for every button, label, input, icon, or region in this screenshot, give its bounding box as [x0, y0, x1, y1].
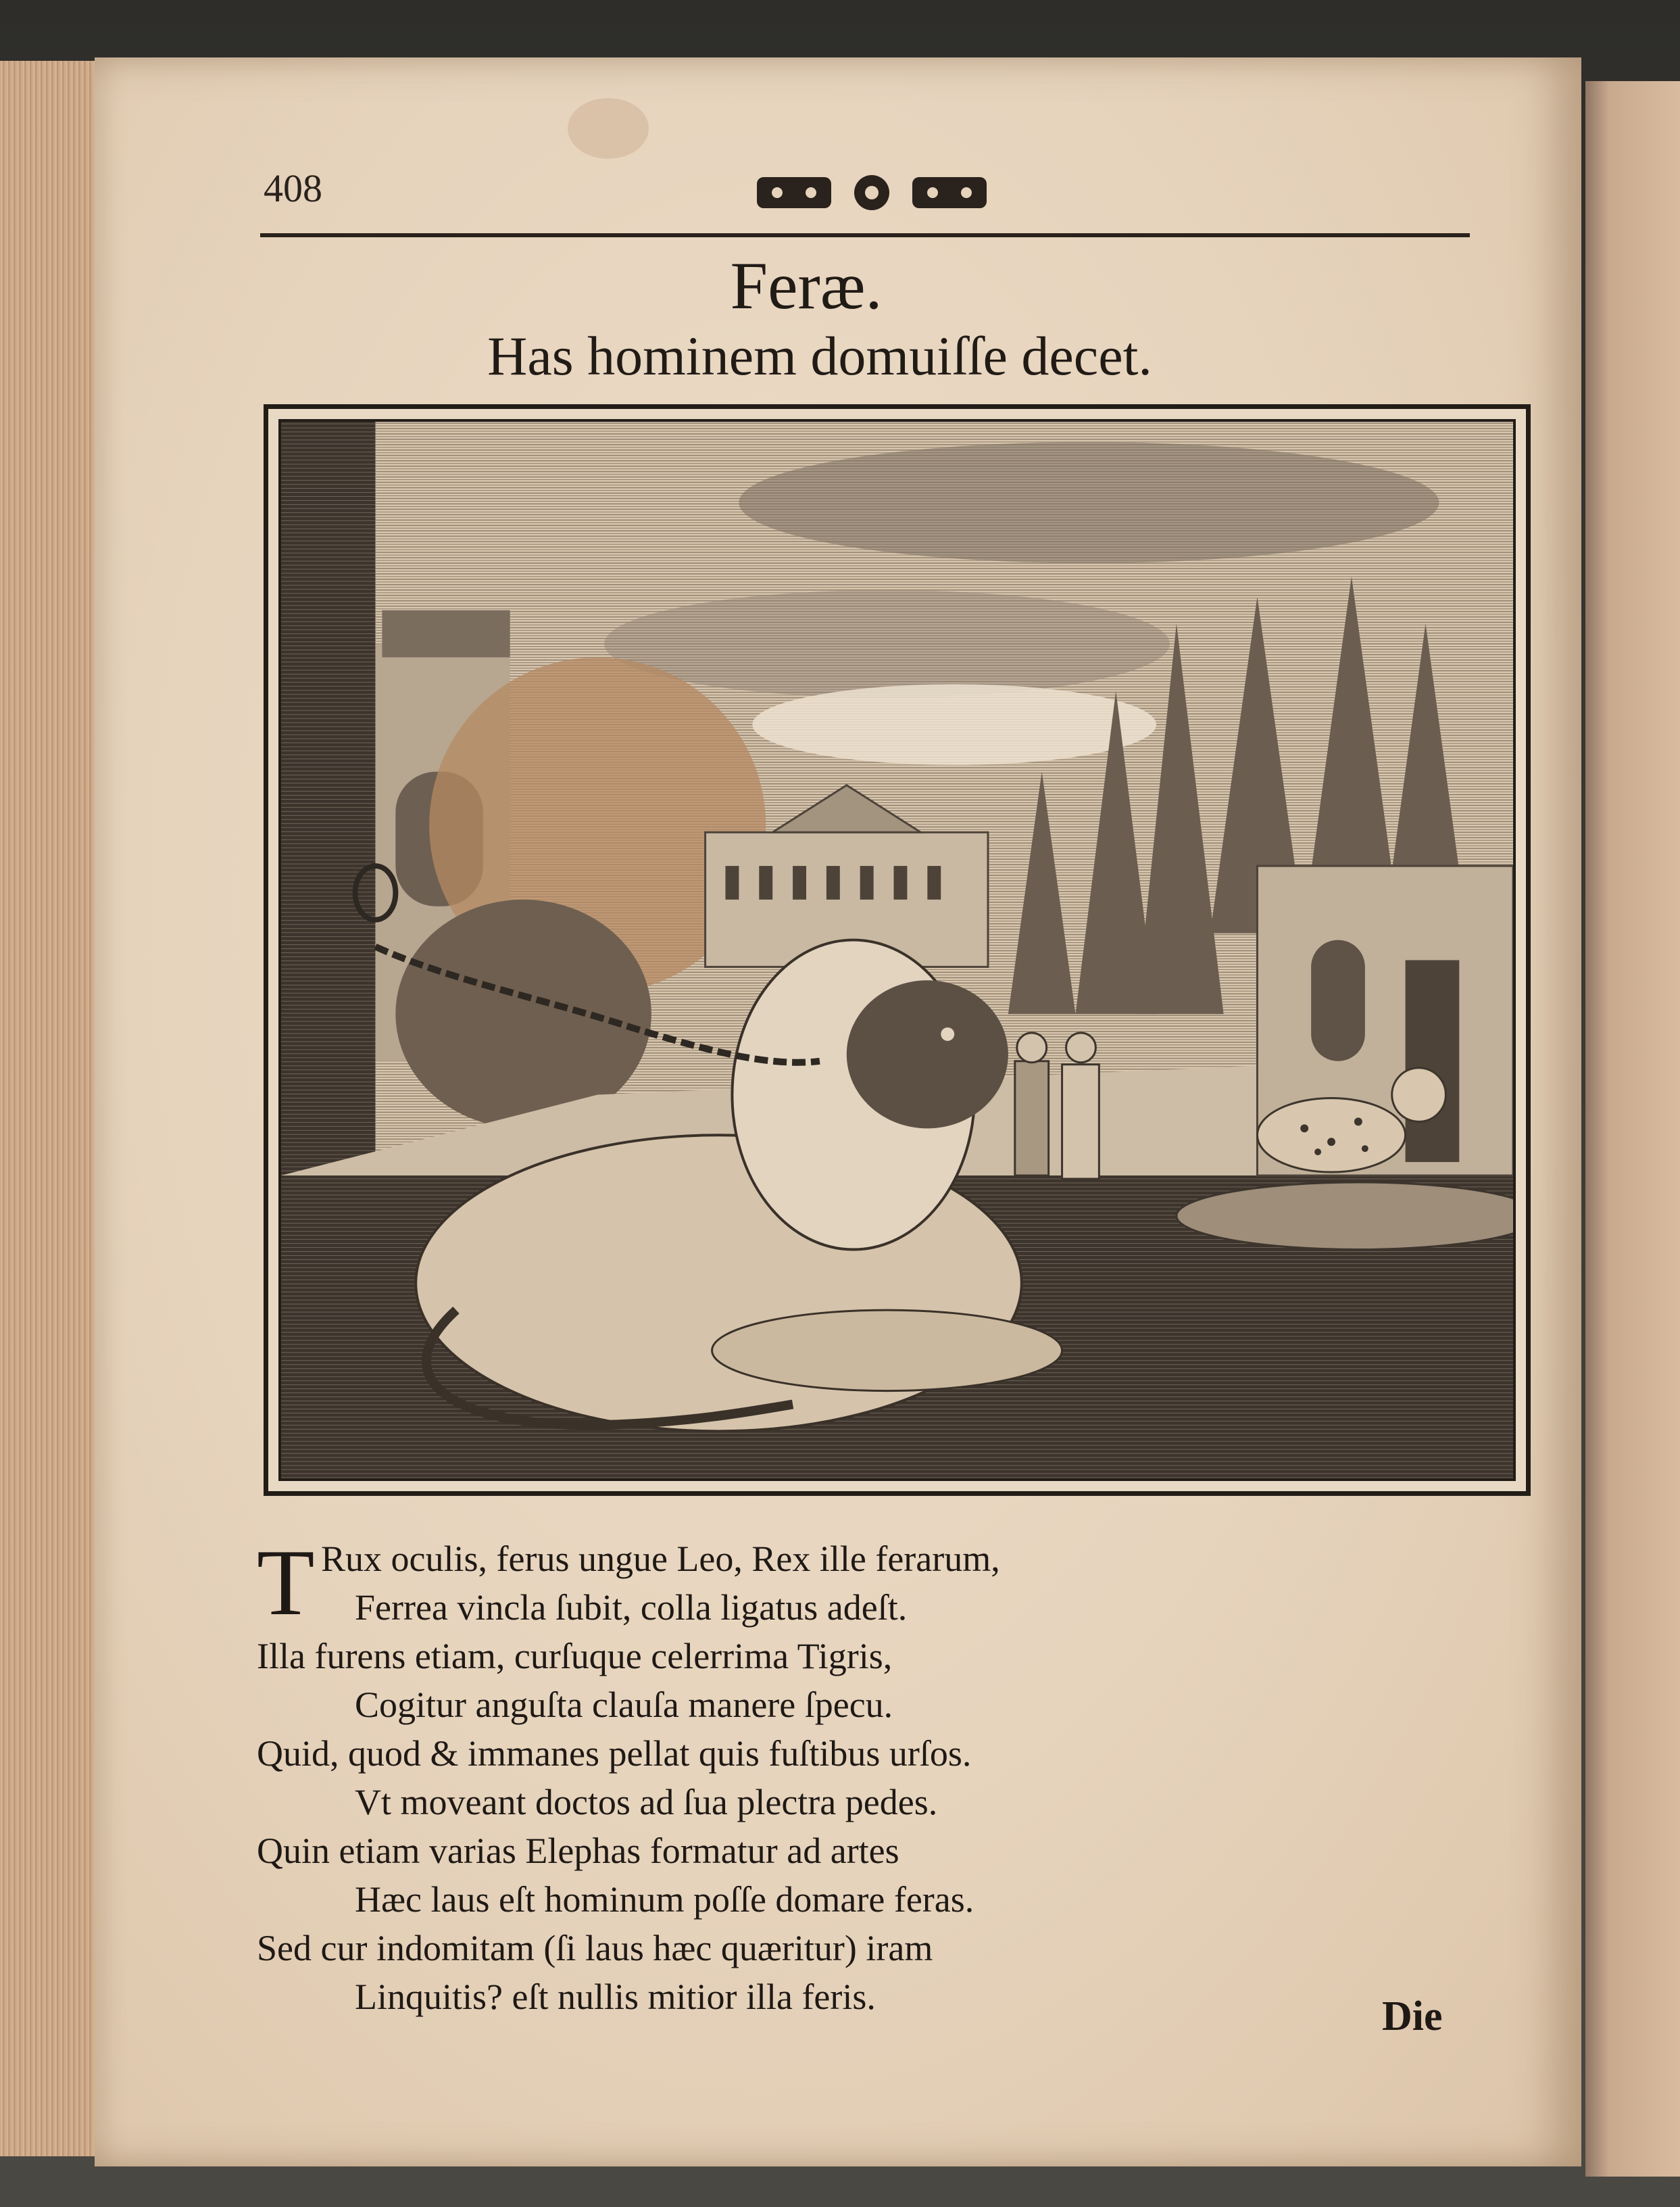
drop-cap: T [257, 1530, 315, 1635]
page-number: 408 [264, 166, 322, 210]
poem-line: Hæc laus eſt hominum poſſe domare feras. [355, 1879, 974, 1920]
page-title: Feræ. [730, 248, 883, 323]
poem-line: Ferrea vincla ſubit, colla ligatus adeſt. [355, 1587, 908, 1628]
poem-line: Linquitis? eſt nullis mitior illa feris. [355, 1976, 876, 2017]
header-ornament-icon [750, 162, 993, 223]
poem-line: Quin etiam varias Elephas formatur ad artes [257, 1830, 899, 1871]
page-motto: Has hominem domuiſſe decet. [487, 325, 1152, 387]
poem-line: Rux oculis, ferus ungue Leo, Rex ille ferarum, [321, 1538, 1000, 1579]
poem-text [257, 1530, 1439, 2021]
paper-stain [568, 98, 649, 159]
poem-line: Cogitur anguſta clauſa manere ſpecu. [355, 1684, 893, 1725]
engraving-image [278, 419, 1516, 1481]
right-page-edge [1585, 81, 1680, 2177]
catchword: Die [1382, 1993, 1443, 2039]
poem-line: Quid, quod & immanes pellat quis fuſtibus urſos. [257, 1733, 972, 1774]
poem-line: Illa furens etiam, curſuque celerrima Tigris, [257, 1636, 893, 1676]
engraving-plate [264, 404, 1531, 1496]
poem-line: Sed cur indomitam (ſi laus hæc quæritur) iram [257, 1928, 933, 1968]
poem-line: Vt moveant doctos ad ſua plectra pedes. [355, 1782, 938, 1822]
lion-engraving-illustration [281, 422, 1513, 1478]
header-rule [260, 233, 1470, 237]
